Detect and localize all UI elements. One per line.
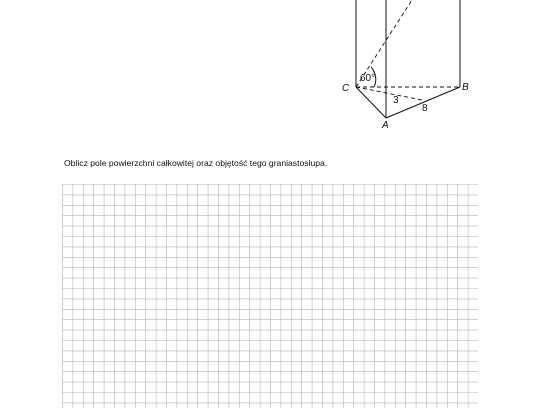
height-c-to-ab — [356, 87, 422, 100]
prism-figure — [0, 0, 540, 150]
edge-label-3: 3 — [393, 95, 399, 106]
base-edge-ca — [356, 87, 386, 118]
vertex-label-b: B — [462, 82, 469, 93]
angle-label: 60° — [360, 73, 376, 84]
vertex-label-c: C — [342, 83, 350, 94]
answer-grid[interactable] — [62, 184, 478, 408]
vertex-label-a: A — [382, 120, 389, 131]
task-question: Oblicz pole powierzchni całkowitej oraz objętość tego graniastosłupa. — [64, 158, 328, 168]
edge-label-8: 8 — [422, 103, 428, 114]
